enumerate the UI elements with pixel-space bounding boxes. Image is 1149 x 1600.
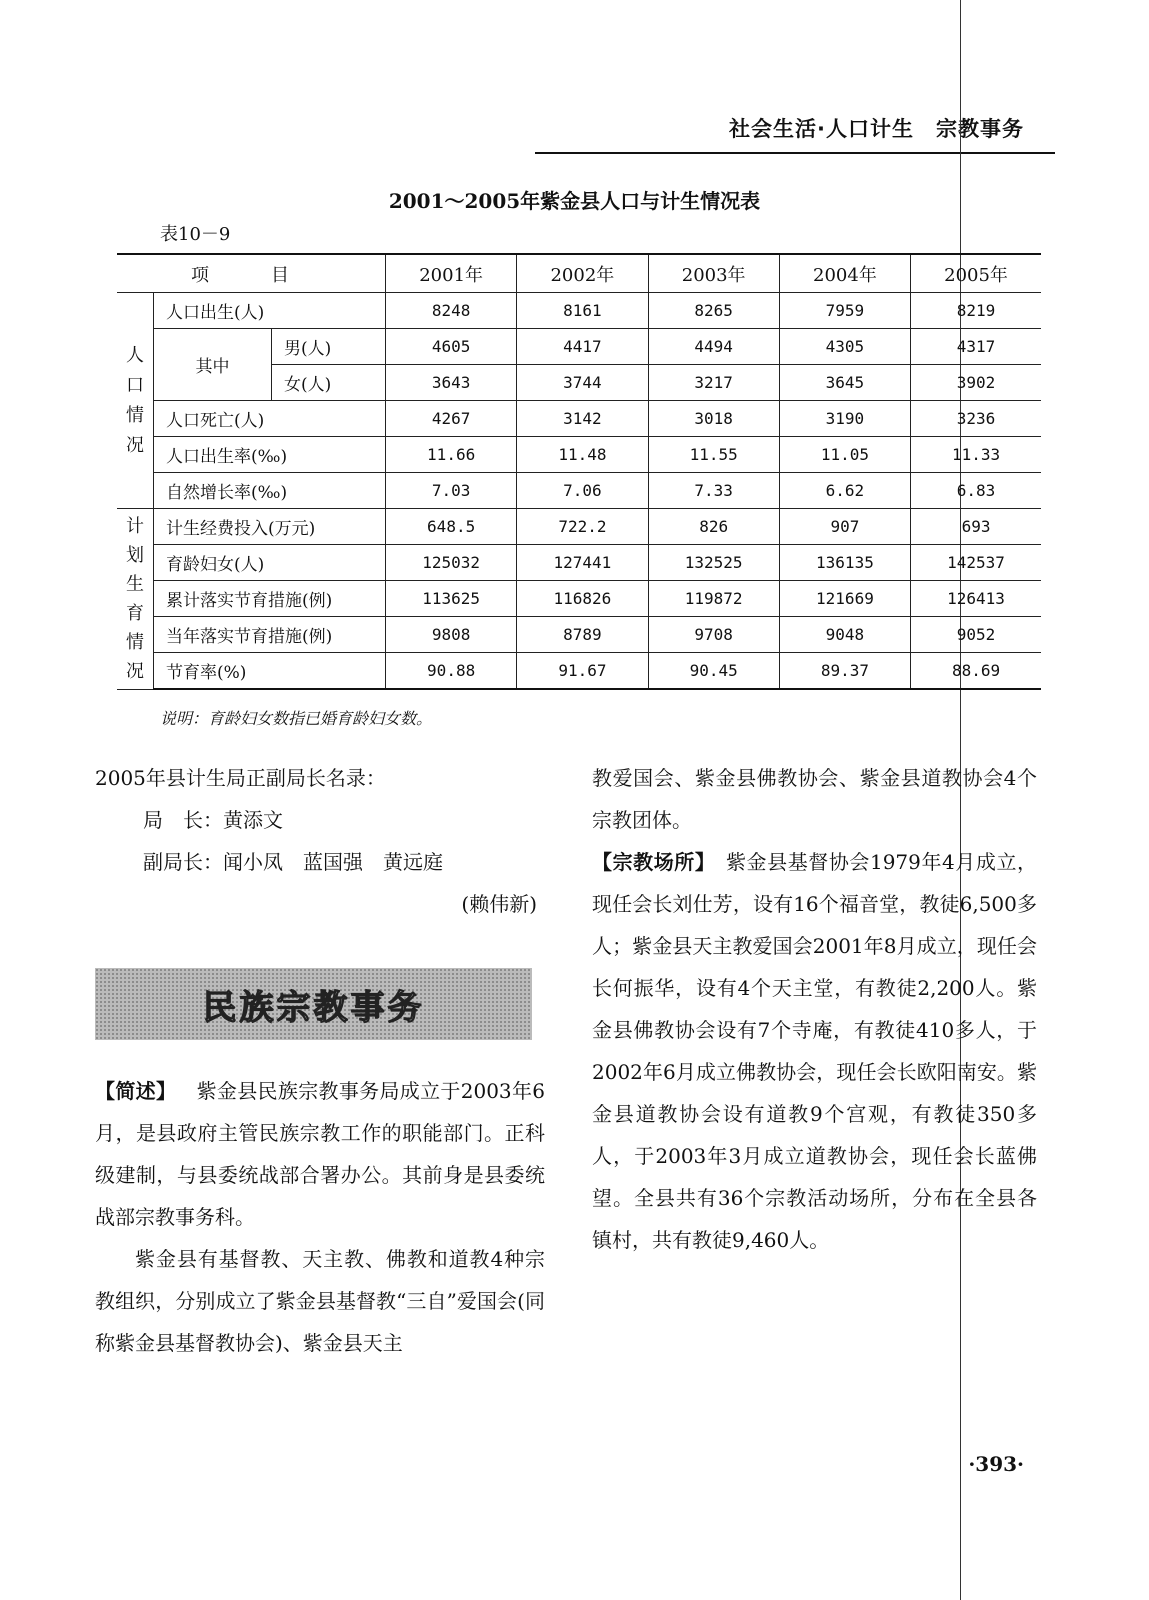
row-label: 育龄妇女(人)	[154, 545, 386, 581]
header-item: 项 目	[117, 254, 386, 293]
cell: 126413	[911, 581, 1041, 617]
group-planning: 计 划 生 育 情 况	[117, 509, 154, 690]
cell: 11.55	[648, 437, 779, 473]
cell: 8219	[911, 293, 1041, 329]
header-year: 2005年	[911, 254, 1041, 293]
cell: 136135	[779, 545, 910, 581]
left-column-body	[95, 1070, 545, 1364]
cell: 7959	[779, 293, 910, 329]
cell: 4417	[517, 329, 648, 365]
cell: 8265	[648, 293, 779, 329]
row-label: 女(人)	[272, 365, 386, 401]
cell: 8789	[517, 617, 648, 653]
header-year: 2004年	[779, 254, 910, 293]
sub-group-label: 其中	[154, 329, 272, 401]
cell: 9052	[911, 617, 1041, 653]
cell: 693	[911, 509, 1041, 545]
table-number: 表10－9	[160, 224, 231, 245]
table-title: 2001～2005年紫金县人口与计生情况表	[388, 189, 761, 213]
row-label: 节育率(%)	[154, 653, 386, 690]
header-year: 2001年	[386, 254, 517, 293]
roster-director: 局 长：黄添文	[143, 808, 283, 832]
cell: 113625	[386, 581, 517, 617]
cell: 90.45	[648, 653, 779, 690]
venues-paragraph	[592, 841, 1037, 1261]
cell: 11.33	[911, 437, 1041, 473]
cell: 11.48	[517, 437, 648, 473]
cell: 142537	[911, 545, 1041, 581]
population-table	[117, 253, 1041, 690]
cell: 826	[648, 509, 779, 545]
cell: 9048	[779, 617, 910, 653]
header-year: 2003年	[648, 254, 779, 293]
row-label: 自然增长率(‰)	[154, 473, 386, 509]
row-label: 人口出生(人)	[154, 293, 386, 329]
cell: 125032	[386, 545, 517, 581]
row-label: 男(人)	[272, 329, 386, 365]
cell: 3236	[911, 401, 1041, 437]
table-row	[117, 437, 1041, 473]
cell: 7.03	[386, 473, 517, 509]
cell: 3142	[517, 401, 648, 437]
cell: 3645	[779, 365, 910, 401]
table-note: 说明：育龄妇女数指已婚育龄妇女数。	[160, 709, 433, 728]
left-column	[95, 757, 545, 925]
summary-paragraph	[95, 1070, 545, 1238]
cell: 722.2	[517, 509, 648, 545]
cell: 3217	[648, 365, 779, 401]
table-row	[117, 617, 1041, 653]
row-label: 当年落实节育措施(例)	[154, 617, 386, 653]
paragraph: 紫金县有基督教、天主教、佛教和道教4种宗教组织，分别成立了紫金县基督教“三自”爱国会(同称紫金县基督教协会)、紫金县天主	[95, 1247, 545, 1355]
cell: 9808	[386, 617, 517, 653]
header-year: 2002年	[517, 254, 648, 293]
cell: 4267	[386, 401, 517, 437]
running-head: 社会生活·人口计生 宗教事务	[729, 117, 1024, 141]
venues-label: 【宗教场所】	[592, 850, 716, 874]
cell: 648.5	[386, 509, 517, 545]
cell: 132525	[648, 545, 779, 581]
cell: 11.66	[386, 437, 517, 473]
row-label: 人口出生率(‰)	[154, 437, 386, 473]
cell: 127441	[517, 545, 648, 581]
table-row	[117, 545, 1041, 581]
cell: 4317	[911, 329, 1041, 365]
cell: 8248	[386, 293, 517, 329]
cell: 11.05	[779, 437, 910, 473]
table-header-row	[117, 254, 1041, 293]
roster-deputies: 副局长：闻小凤 蓝国强 黄远庭	[143, 850, 443, 874]
row-label: 累计落实节育措施(例)	[154, 581, 386, 617]
table-row	[117, 581, 1041, 617]
table-row	[117, 509, 1041, 545]
cell: 116826	[517, 581, 648, 617]
page-number: ·393·	[968, 1452, 1024, 1476]
paragraph-continued: 教爱国会、紫金县佛教协会、紫金县道教协会4个宗教团体。	[592, 766, 1037, 832]
cell: 3643	[386, 365, 517, 401]
cell: 3902	[911, 365, 1041, 401]
row-label: 计生经费投入(万元)	[154, 509, 386, 545]
cell: 89.37	[779, 653, 910, 690]
author-credit: (赖伟新)	[461, 892, 537, 916]
cell: 907	[779, 509, 910, 545]
cell: 3744	[517, 365, 648, 401]
right-column	[592, 757, 1037, 1261]
summary-label: 【简述】	[95, 1079, 177, 1103]
cell: 7.33	[648, 473, 779, 509]
cell: 3190	[779, 401, 910, 437]
row-label: 人口死亡(人)	[154, 401, 386, 437]
table-row	[117, 329, 1041, 365]
cell: 6.62	[779, 473, 910, 509]
cell: 6.83	[911, 473, 1041, 509]
cell: 121669	[779, 581, 910, 617]
section-title-banner	[95, 968, 532, 1040]
roster-title: 2005年县计生局正副局长名录：	[95, 766, 386, 790]
cell: 4494	[648, 329, 779, 365]
cell: 88.69	[911, 653, 1041, 690]
table-row	[117, 473, 1041, 509]
cell: 90.88	[386, 653, 517, 690]
cell: 91.67	[517, 653, 648, 690]
cell: 4305	[779, 329, 910, 365]
group-population: 人 口 情 况	[117, 293, 154, 509]
cell: 7.06	[517, 473, 648, 509]
section-title: 民族宗教事务	[202, 987, 425, 1028]
table-row	[117, 293, 1041, 329]
cell: 119872	[648, 581, 779, 617]
header-rule	[535, 152, 1055, 154]
cell: 8161	[517, 293, 648, 329]
summary-text: 紫金县民族宗教事务局成立于2003年6月，是县政府主管民族宗教工作的职能部门。正科级建制，与县委统战部合署办公。其前身是县委统战部宗教事务科。	[95, 1079, 546, 1229]
cell: 4605	[386, 329, 517, 365]
table-row	[117, 653, 1041, 690]
cell: 9708	[648, 617, 779, 653]
venues-text: 紫金县基督协会1979年4月成立，现任会长刘仕芳，设有16个福音堂，教徒6,500多人；紫金县天主教爱国会2001年8月成立，现任会长何振华，设有4个天主堂，有教徒2,200人。紫金县佛教协会设有7个寺庵，有教徒410多人，于2002年6月成立佛教协会，现任会长欧阳南安。紫金县道教协会设有道教9个宫观，有教徒350多人，于2003年3月成立道教协会，现任会长蓝佛望。全县共有36个宗教活动场所，分布在全县各镇村，共有教徒9,460人。	[592, 850, 1038, 1252]
cell: 3018	[648, 401, 779, 437]
table-row	[117, 401, 1041, 437]
